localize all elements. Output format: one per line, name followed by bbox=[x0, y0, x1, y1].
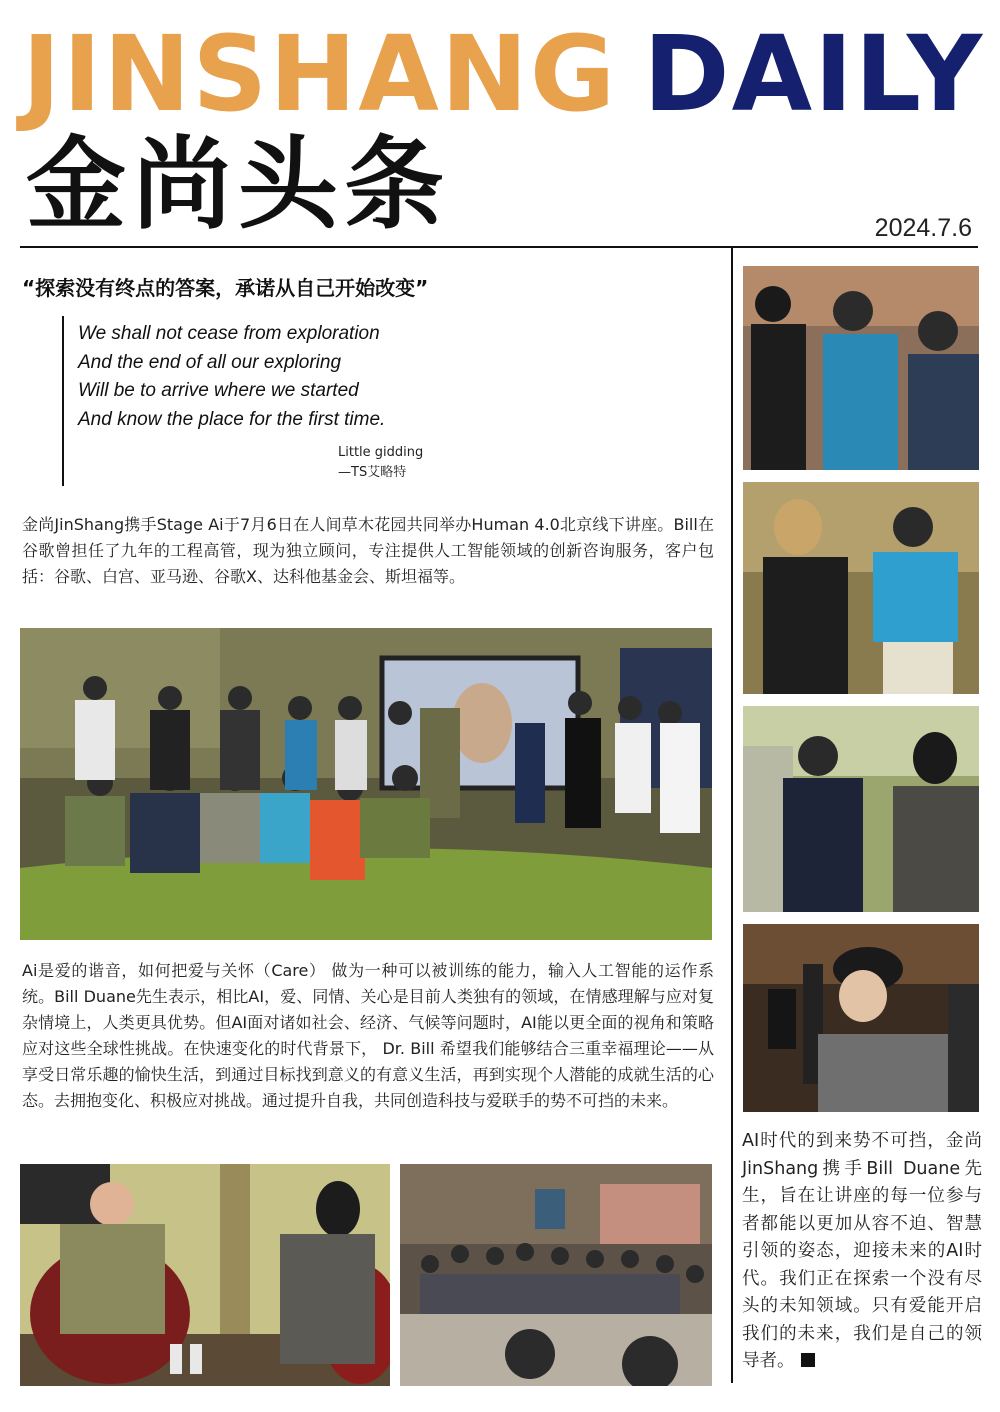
quote-bar bbox=[62, 316, 64, 486]
sidebar-text bbox=[742, 1128, 982, 1376]
masthead-daily: DAILY bbox=[643, 13, 985, 135]
poem-line: And the end of all our exploring bbox=[78, 351, 342, 373]
issue-date: 2024.7.6 bbox=[874, 214, 972, 242]
end-mark-icon bbox=[801, 1353, 815, 1367]
poem-line: And know the place for the first time. bbox=[78, 408, 386, 430]
article-headline: “探索没有终点的答案，承诺从自己开始改变” bbox=[22, 276, 429, 300]
column-divider bbox=[731, 248, 733, 1383]
poem-line: Will be to arrive where we started bbox=[78, 380, 359, 401]
article-paragraph-2: Ai是爱的谐音，如何把爱与关怀（Care） 做为一种可以被训练的能力，输入人工智能的运作系统。Bill Duane先生表示，相比AI，爱、同情、关心是目前人类独有的领域，在情感理解与应对复杂情境上，人类更具优势。但AI面对诸如社会、经济、气候等问题时，AI能以更全面的视角和策略应对这些全球性挑战。在快速变化的时代背景下， Dr. Bill 希望我们能够结合三重幸福理论——从享受日常乐趣的愉快生活，到通过目标找到意义的有意义生活，再到实现个人潜能的成就生活的心态。去拥抱变化、积极应对挑战。通过提升自我，共同创造科技与爱联手的势不可挡的未来。 bbox=[22, 961, 714, 1110]
header-divider bbox=[20, 246, 978, 248]
masthead-title bbox=[22, 14, 984, 134]
attribution-author: —TS艾略特 bbox=[338, 465, 407, 480]
poem-line: We shall not cease from exploration bbox=[78, 323, 380, 344]
group-photo bbox=[20, 628, 712, 940]
audience-photo bbox=[400, 1164, 712, 1386]
side-photo-3 bbox=[743, 706, 979, 912]
poem-quote bbox=[78, 320, 718, 434]
side-photo-4 bbox=[743, 924, 979, 1112]
masthead-jinshang: JINSHANG bbox=[22, 13, 618, 135]
side-photo-1 bbox=[743, 266, 979, 470]
side-photo-2 bbox=[743, 482, 979, 694]
article-paragraph-1: 金尚JinShang携手Stage Ai于7月6日在人间草木花园共同举办Human 4.0北京线下讲座。Bill在谷歌曾担任了九年的工程高管，现为独立顾问，专注提供人工智能领域的创新咨询服务，客户包括：谷歌、白宫、亚马逊、谷歌X、达科他基金会、斯坦福等。 bbox=[22, 515, 714, 586]
poem-attribution bbox=[338, 443, 423, 483]
sidebar-text-body: AI时代的到来势不可挡，金尚JinShang携手Bill Duane先生，旨在让讲座的每一位参与者都能以更加从容不迫、智慧引领的姿态，迎接未来的AI时代。我们正在探索一个没有尽头的未知领域。只有爱能开启我们的未来，我们是自己的领导者。 bbox=[742, 1131, 982, 1371]
speakers-photo bbox=[20, 1164, 390, 1386]
masthead-chinese-title: 金尚头条 bbox=[26, 125, 450, 243]
attribution-title: Little gidding bbox=[338, 445, 424, 460]
